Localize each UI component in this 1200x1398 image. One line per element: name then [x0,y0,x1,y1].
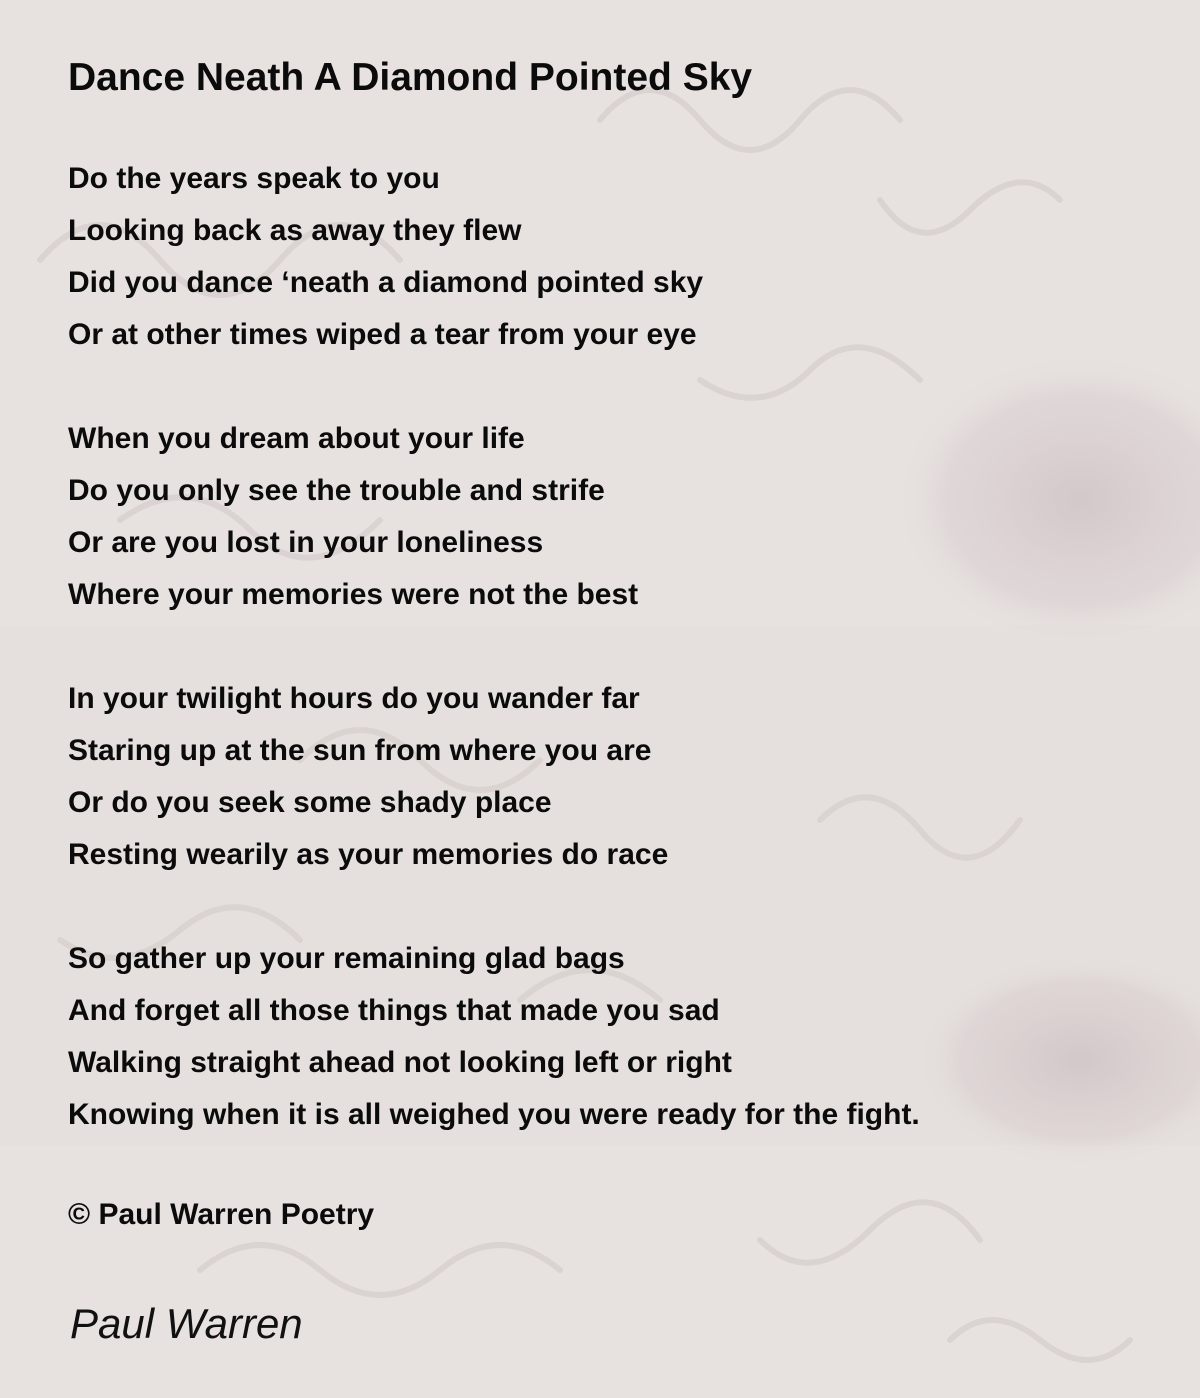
poem-line: In your twilight hours do you wander far [68,682,640,715]
poem-line: Do you only see the trouble and strife [68,474,605,507]
stanza [68,933,1148,1141]
poem-line: So gather up your remaining glad bags [68,942,625,975]
poem-line: Looking back as away they flew [68,214,522,247]
poem-line: Or are you lost in your loneliness [68,526,544,559]
poem-line: Knowing when it is all weighed you were ready for the fight. [68,1098,920,1131]
stanza [68,153,1148,361]
poem-title: Dance Neath A Diamond Pointed Sky [68,56,753,99]
poem-line: Where your memories were not the best [68,578,639,611]
poem-line: When you dream about your life [68,422,525,455]
author-name: Paul Warren [70,1300,303,1347]
copyright-notice: © Paul Warren Poetry [68,1198,375,1231]
poem-line: Walking straight ahead not looking left or right [68,1046,732,1079]
stanza [68,673,1148,881]
poem-line: Or do you seek some shady place [68,786,552,819]
poem-line: And forget all those things that made you sad [68,994,720,1027]
poem-line: Staring up at the sun from where you are [68,734,652,767]
poem-line: Did you dance ‘neath a diamond pointed sky [68,266,704,299]
poem-body [68,153,1148,1193]
stanza [68,413,1148,621]
poem-line: Resting wearily as your memories do race [68,838,669,871]
poem-line: Or at other times wiped a tear from your eye [68,318,697,351]
poem-line: Do the years speak to you [68,162,440,195]
